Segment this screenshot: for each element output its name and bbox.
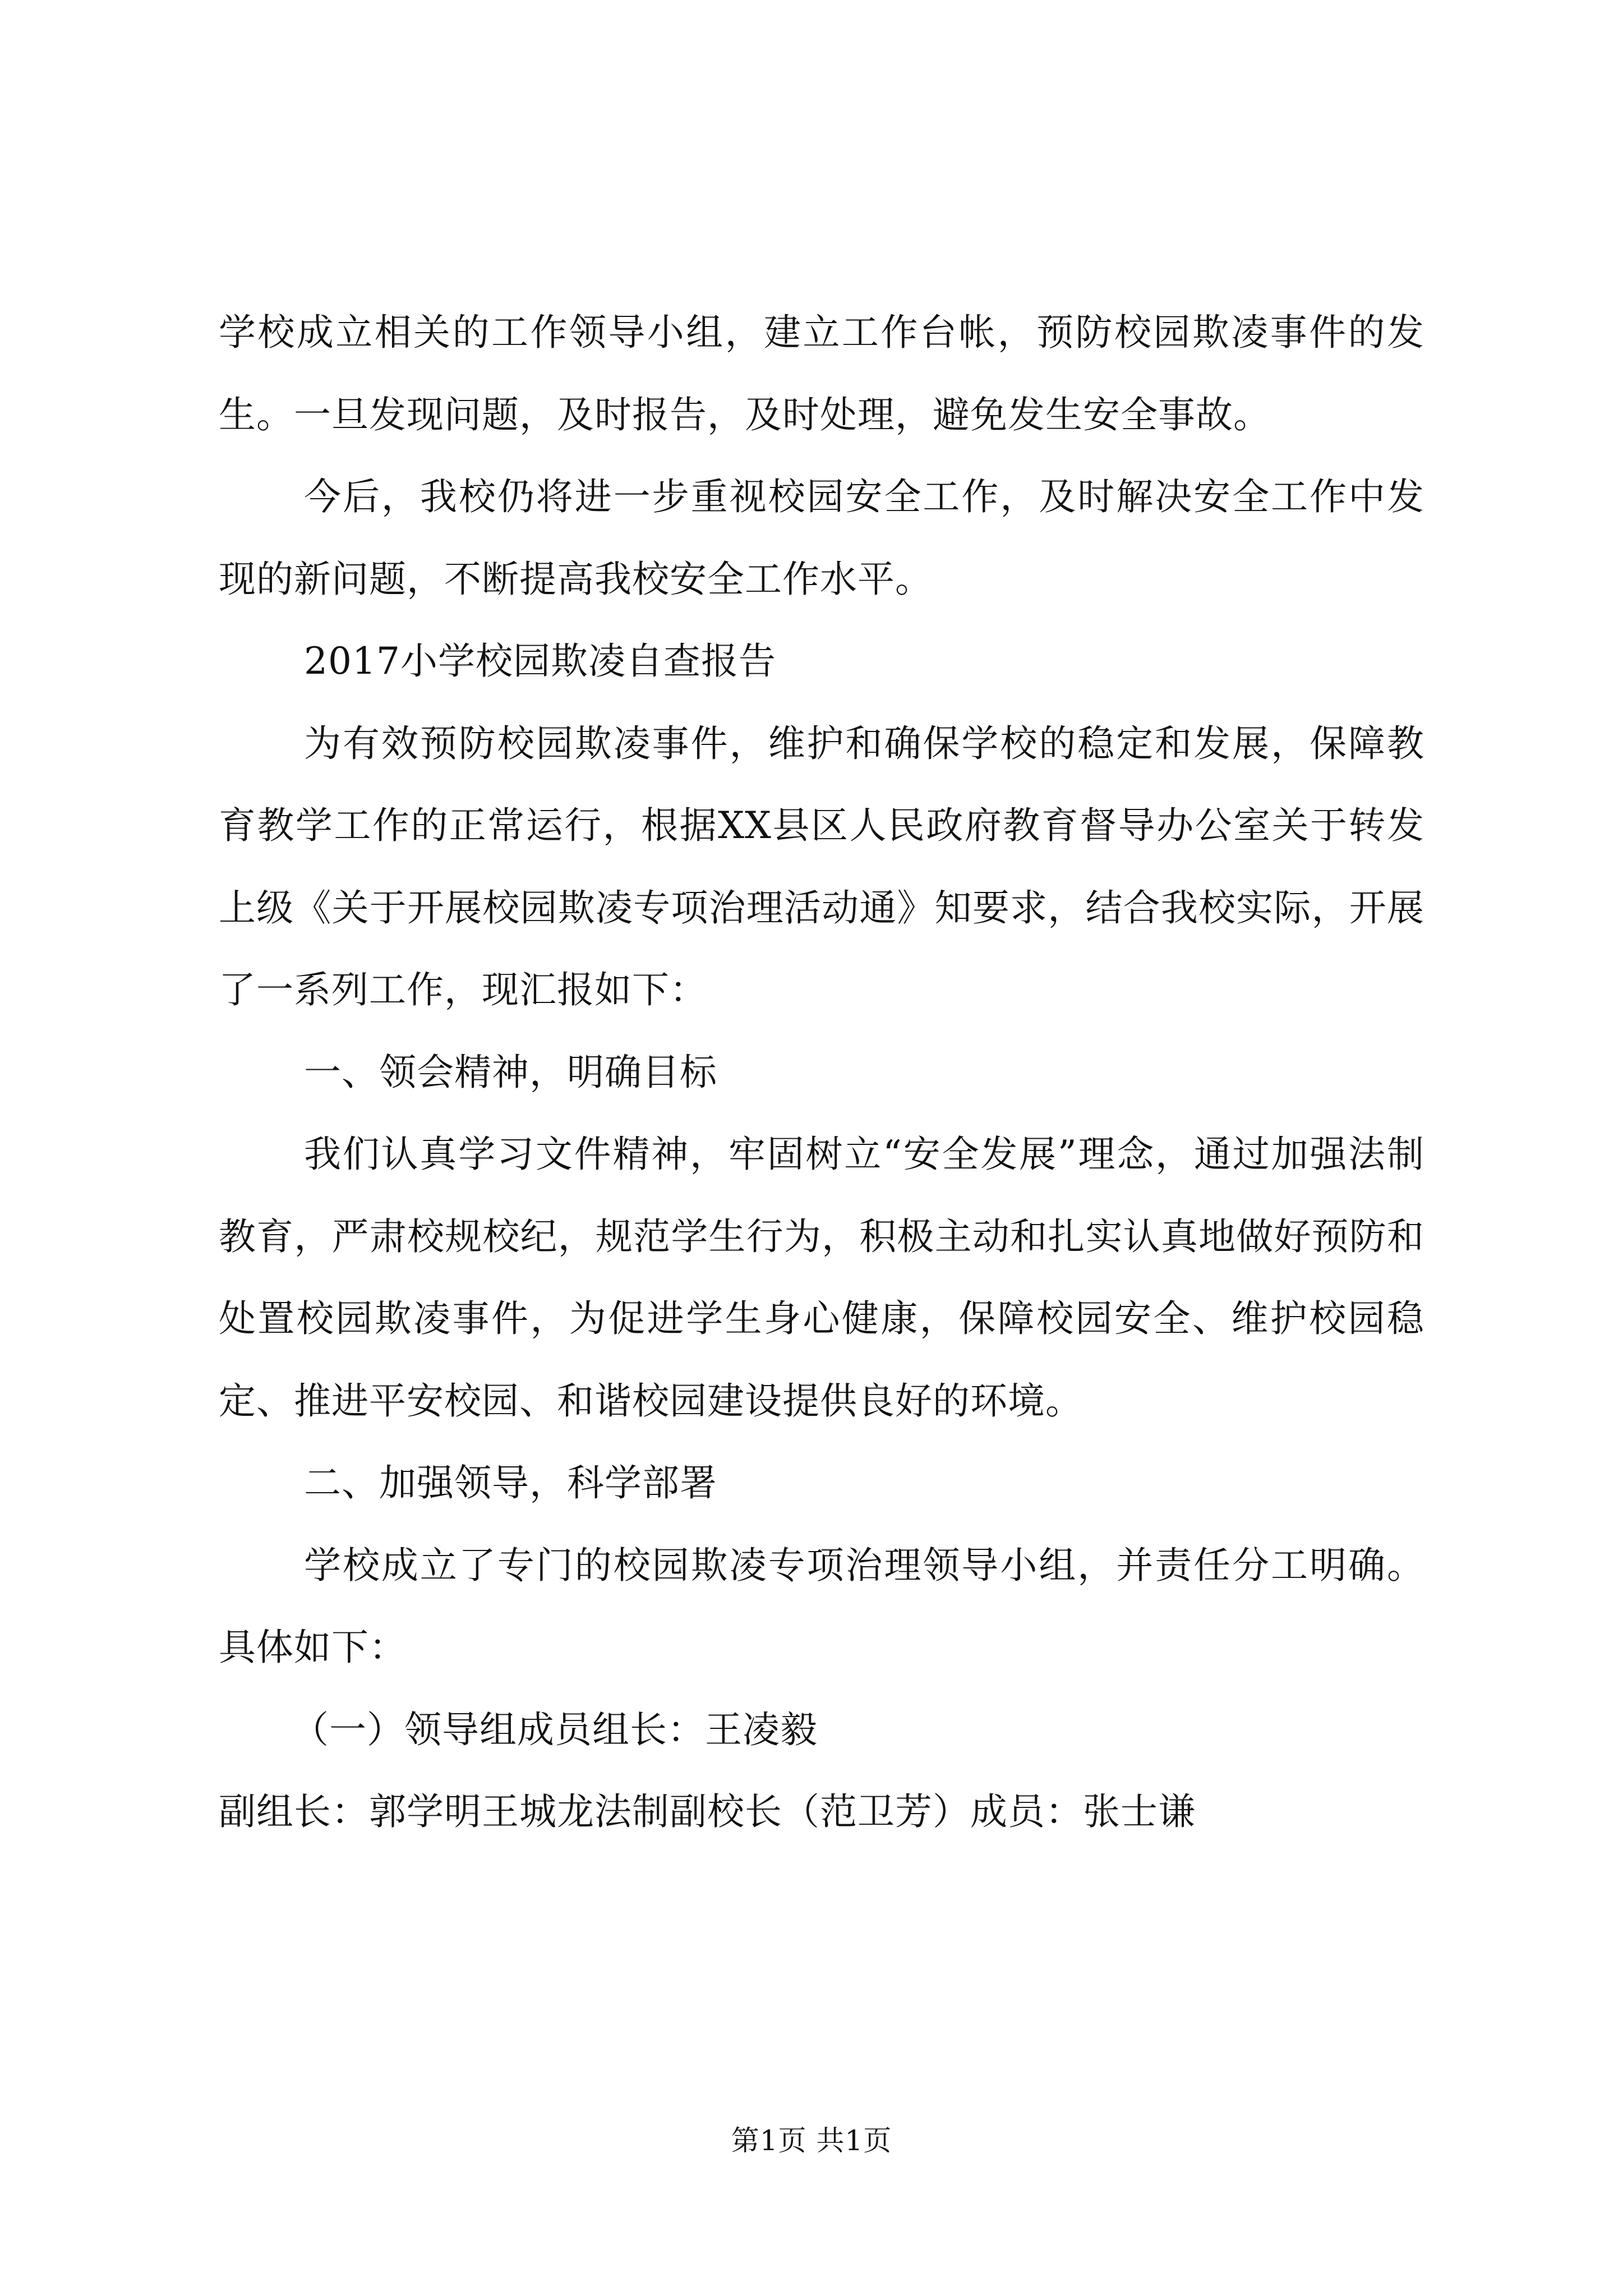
paragraph-intro: 为有效预防校园欺凌事件，维护和确保学校的稳定和发展，保障教育教学工作的正常运行，根据XX县区人民政府教育督导办公室关于转发上级《关于开展校园欺凌专项治理活动通》知要求，结合我校实际，开展了一系列工作，现汇报如下：: [219, 721, 1424, 1011]
paragraph-section-1: 我们认真学习文件精神，牢固树立“安全发展”理念，通过加强法制教育，严肃校规校纪，规范学生行为，积极主动和扎实认真地做好预防和处置校园欺凌事件，为促进学生身心健康，保障校园安全、维护校园稳定、推进平安校园、和谐校园建设提供良好的环境。: [219, 1133, 1424, 1423]
document-body: [219, 292, 1424, 1853]
paragraph-section-2: 学校成立了专门的校园欺凌专项治理领导小组，并责任分工明确。具体如下：: [219, 1543, 1424, 1669]
section-heading-2: 二、加强领导，科学部署: [304, 1461, 717, 1504]
report-title: 2017小学校园欺凌自查报告: [304, 639, 776, 683]
paragraph-future-work: 今后，我校仍将进一步重视校园安全工作，及时解决安全工作中发现的新问题，不断提高我校安全工作水平。: [219, 475, 1424, 601]
paragraph-members: 副组长：郭学明王城龙法制副校长（范卫芳）成员：张士谦: [219, 1790, 1196, 1833]
paragraph-continuation: 学校成立相关的工作领导小组，建立工作台帐，预防校园欺凌事件的发生。一旦发现问题，及时报告，及时处理，避免发生安全事故。: [219, 311, 1424, 436]
section-heading-1: 一、领会精神，明确目标: [304, 1050, 717, 1094]
page-footer: 第1页 共1页: [731, 2124, 892, 2157]
subsection-heading-1: （一）领导组成员组长：王凌毅: [292, 1708, 818, 1751]
